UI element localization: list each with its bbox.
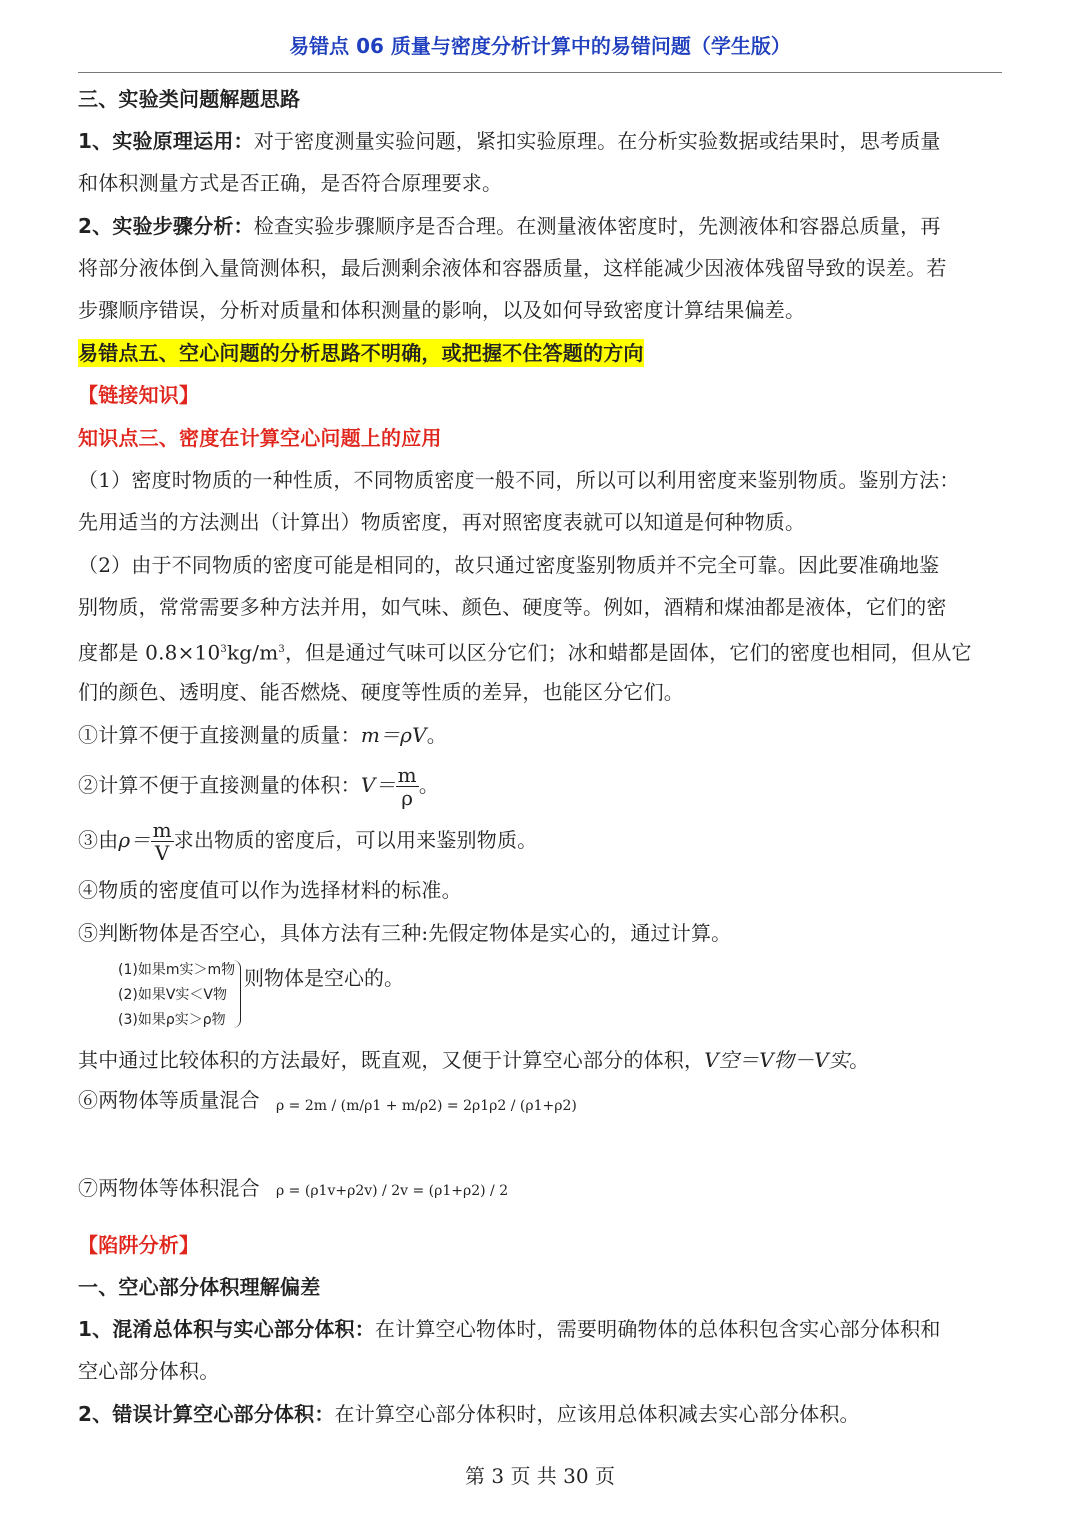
hollow-volume-formula: V空＝V物－V实	[704, 1048, 850, 1072]
item-2-text: ②计算不便于直接测量的体积：	[78, 773, 361, 797]
item-4: ④物质的密度值可以作为选择材料的标准。	[78, 878, 462, 902]
trap-2-label: 2、错误计算空心部分体积：	[78, 1402, 335, 1426]
knowledge-2-line-4: 们的颜色、透明度、能否燃烧、硬度等性质的差异，也能区分它们。	[78, 680, 684, 704]
knowledge-2-line-2: 别物质，常常需要多种方法并用，如气味、颜色、硬度等。例如，酒精和煤油都是液体，它们的密	[78, 595, 947, 619]
error-point-5-title	[78, 338, 1002, 368]
compare-end: 。	[849, 1048, 870, 1072]
knowledge-1-line-1: （1）密度时物质的一种性质，不同物质密度一般不同，所以可以利用密度来鉴别物质。鉴别方法：	[78, 468, 960, 492]
highlighted-title: 易错点五、空心问题的分析思路不明确，或把握不住答题的方向	[78, 341, 644, 365]
volume-formula-lhs: V＝	[360, 773, 396, 797]
principle-label: 1、实验原理运用：	[78, 129, 254, 153]
condition-result: 则物体是空心的。	[244, 966, 404, 990]
item-5: ⑤判断物体是否空心，具体方法有三种:先假定物体是实心的，通过计算。	[78, 921, 732, 945]
volume-fraction	[396, 764, 419, 809]
item-1	[78, 720, 1002, 750]
paragraph-steps	[78, 211, 1002, 241]
page-number-footer: 第 3 页 共 30 页	[465, 1464, 615, 1488]
condition-1: (1)如果m实＞m物	[118, 962, 236, 978]
trap-1-label: 1、混淆总体积与实心部分体积：	[78, 1317, 375, 1341]
equal-volume-formula	[276, 1183, 508, 1199]
condition-brace	[230, 960, 241, 1028]
unit-exponent: 3	[278, 644, 285, 655]
density-value-text: 度都是 0.8×10	[78, 640, 221, 665]
item-3	[78, 815, 1002, 865]
section-heading-experiment: 三、实验类问题解题思路	[78, 87, 301, 111]
density-fraction	[151, 819, 174, 864]
item-3-post: 求出物质的密度后，可以用来鉴别物质。	[173, 828, 538, 852]
principle-text-2: 和体积测量方式是否正确，是否符合原理要求。	[78, 171, 503, 195]
knowledge-point-title: 知识点三、密度在计算空心问题上的应用	[78, 426, 442, 450]
equal-mass-formula-text: ρ = 2m / (m/ρ1 + m/ρ2) = 2ρ1ρ2 / (ρ1+ρ2)	[276, 1098, 577, 1114]
equal-mass-formula	[276, 1098, 577, 1114]
fraction-denominator: ρ	[401, 786, 414, 810]
fraction-numerator: m	[397, 763, 417, 787]
item-2-end: 。	[418, 773, 440, 797]
item-1-end: 。	[426, 723, 447, 747]
knowledge-tag: 【链接知识】	[78, 383, 200, 407]
trap-2-text-1: 在计算空心部分体积时，应该用总体积减去实心部分体积。	[334, 1402, 860, 1426]
compare-text: 其中通过比较体积的方法最好，既直观，又便于计算空心部分的体积，	[78, 1048, 705, 1072]
unit-text: kg/m	[226, 640, 279, 665]
trap-1-text-1: 在计算空心物体时，需要明确物体的总体积包含实心部分体积和	[374, 1317, 941, 1341]
paragraph-principle	[78, 126, 1002, 156]
trap-2	[78, 1399, 1002, 1429]
mass-formula: m＝ρV	[360, 723, 427, 747]
trap-1	[78, 1314, 1002, 1344]
condition-2: (2)如果V实＜V物	[118, 987, 227, 1003]
header-divider	[78, 72, 1002, 73]
steps-label: 2、实验步骤分析：	[78, 214, 254, 238]
knowledge-1-line-2: 先用适当的方法测出（计算出）物质密度，再对照密度表就可以知道是何种物质。	[78, 510, 806, 534]
fraction-numerator: m	[152, 818, 172, 842]
trap-tag: 【陷阱分析】	[78, 1233, 200, 1257]
page-header-title: 易错点 06 质量与密度分析计算中的易错问题（学生版）	[289, 34, 791, 58]
steps-text-2: 将部分液体倒入量筒测体积，最后测剩余液体和容器质量，这样能减少因液体残留导致的误差。若	[78, 256, 947, 280]
item-2	[78, 760, 1002, 810]
steps-text-1: 检查实验步骤顺序是否合理。在测量液体密度时，先测液体和容器总质量，再	[253, 214, 941, 238]
knowledge-2-line-3	[78, 635, 1002, 668]
item-3-pre: ③由	[78, 828, 119, 852]
steps-text-3: 步骤顺序错误，分析对质量和体积测量的影响，以及如何导致密度计算结果偏差。	[78, 298, 806, 322]
item-1-text: ①计算不便于直接测量的质量：	[78, 723, 361, 747]
item-7-label: ⑦两物体等体积混合	[78, 1176, 260, 1200]
knowledge-2-line-1: （2）由于不同物质的密度可能是相同的，故只通过密度鉴别物质并不完全可靠。因此要准确地鉴	[78, 553, 940, 577]
exponent: 3	[220, 644, 227, 655]
principle-text-1: 对于密度测量实验问题，紧扣实验原理。在分析实验数据或结果时，思考质量	[253, 129, 941, 153]
knowledge-2-line-3-rest: ，但是通过气味可以区分它们；冰和蜡都是固体，它们的密度也相同，但从它	[284, 640, 972, 665]
compare-volume-line	[78, 1045, 1002, 1075]
trap-1-text-2: 空心部分体积。	[78, 1359, 220, 1383]
fraction-denominator: V	[154, 841, 170, 865]
hollow-conditions	[118, 958, 235, 1033]
trap-heading: 一、空心部分体积理解偏差	[78, 1275, 321, 1299]
condition-3: (3)如果ρ实＞ρ物	[118, 1012, 226, 1028]
equal-volume-formula-text: ρ = (ρ1v+ρ2v) / 2v = (ρ1+ρ2) / 2	[276, 1183, 509, 1199]
density-formula-lhs: ρ＝	[118, 828, 151, 852]
item-6-label: ⑥两物体等质量混合	[78, 1088, 260, 1112]
